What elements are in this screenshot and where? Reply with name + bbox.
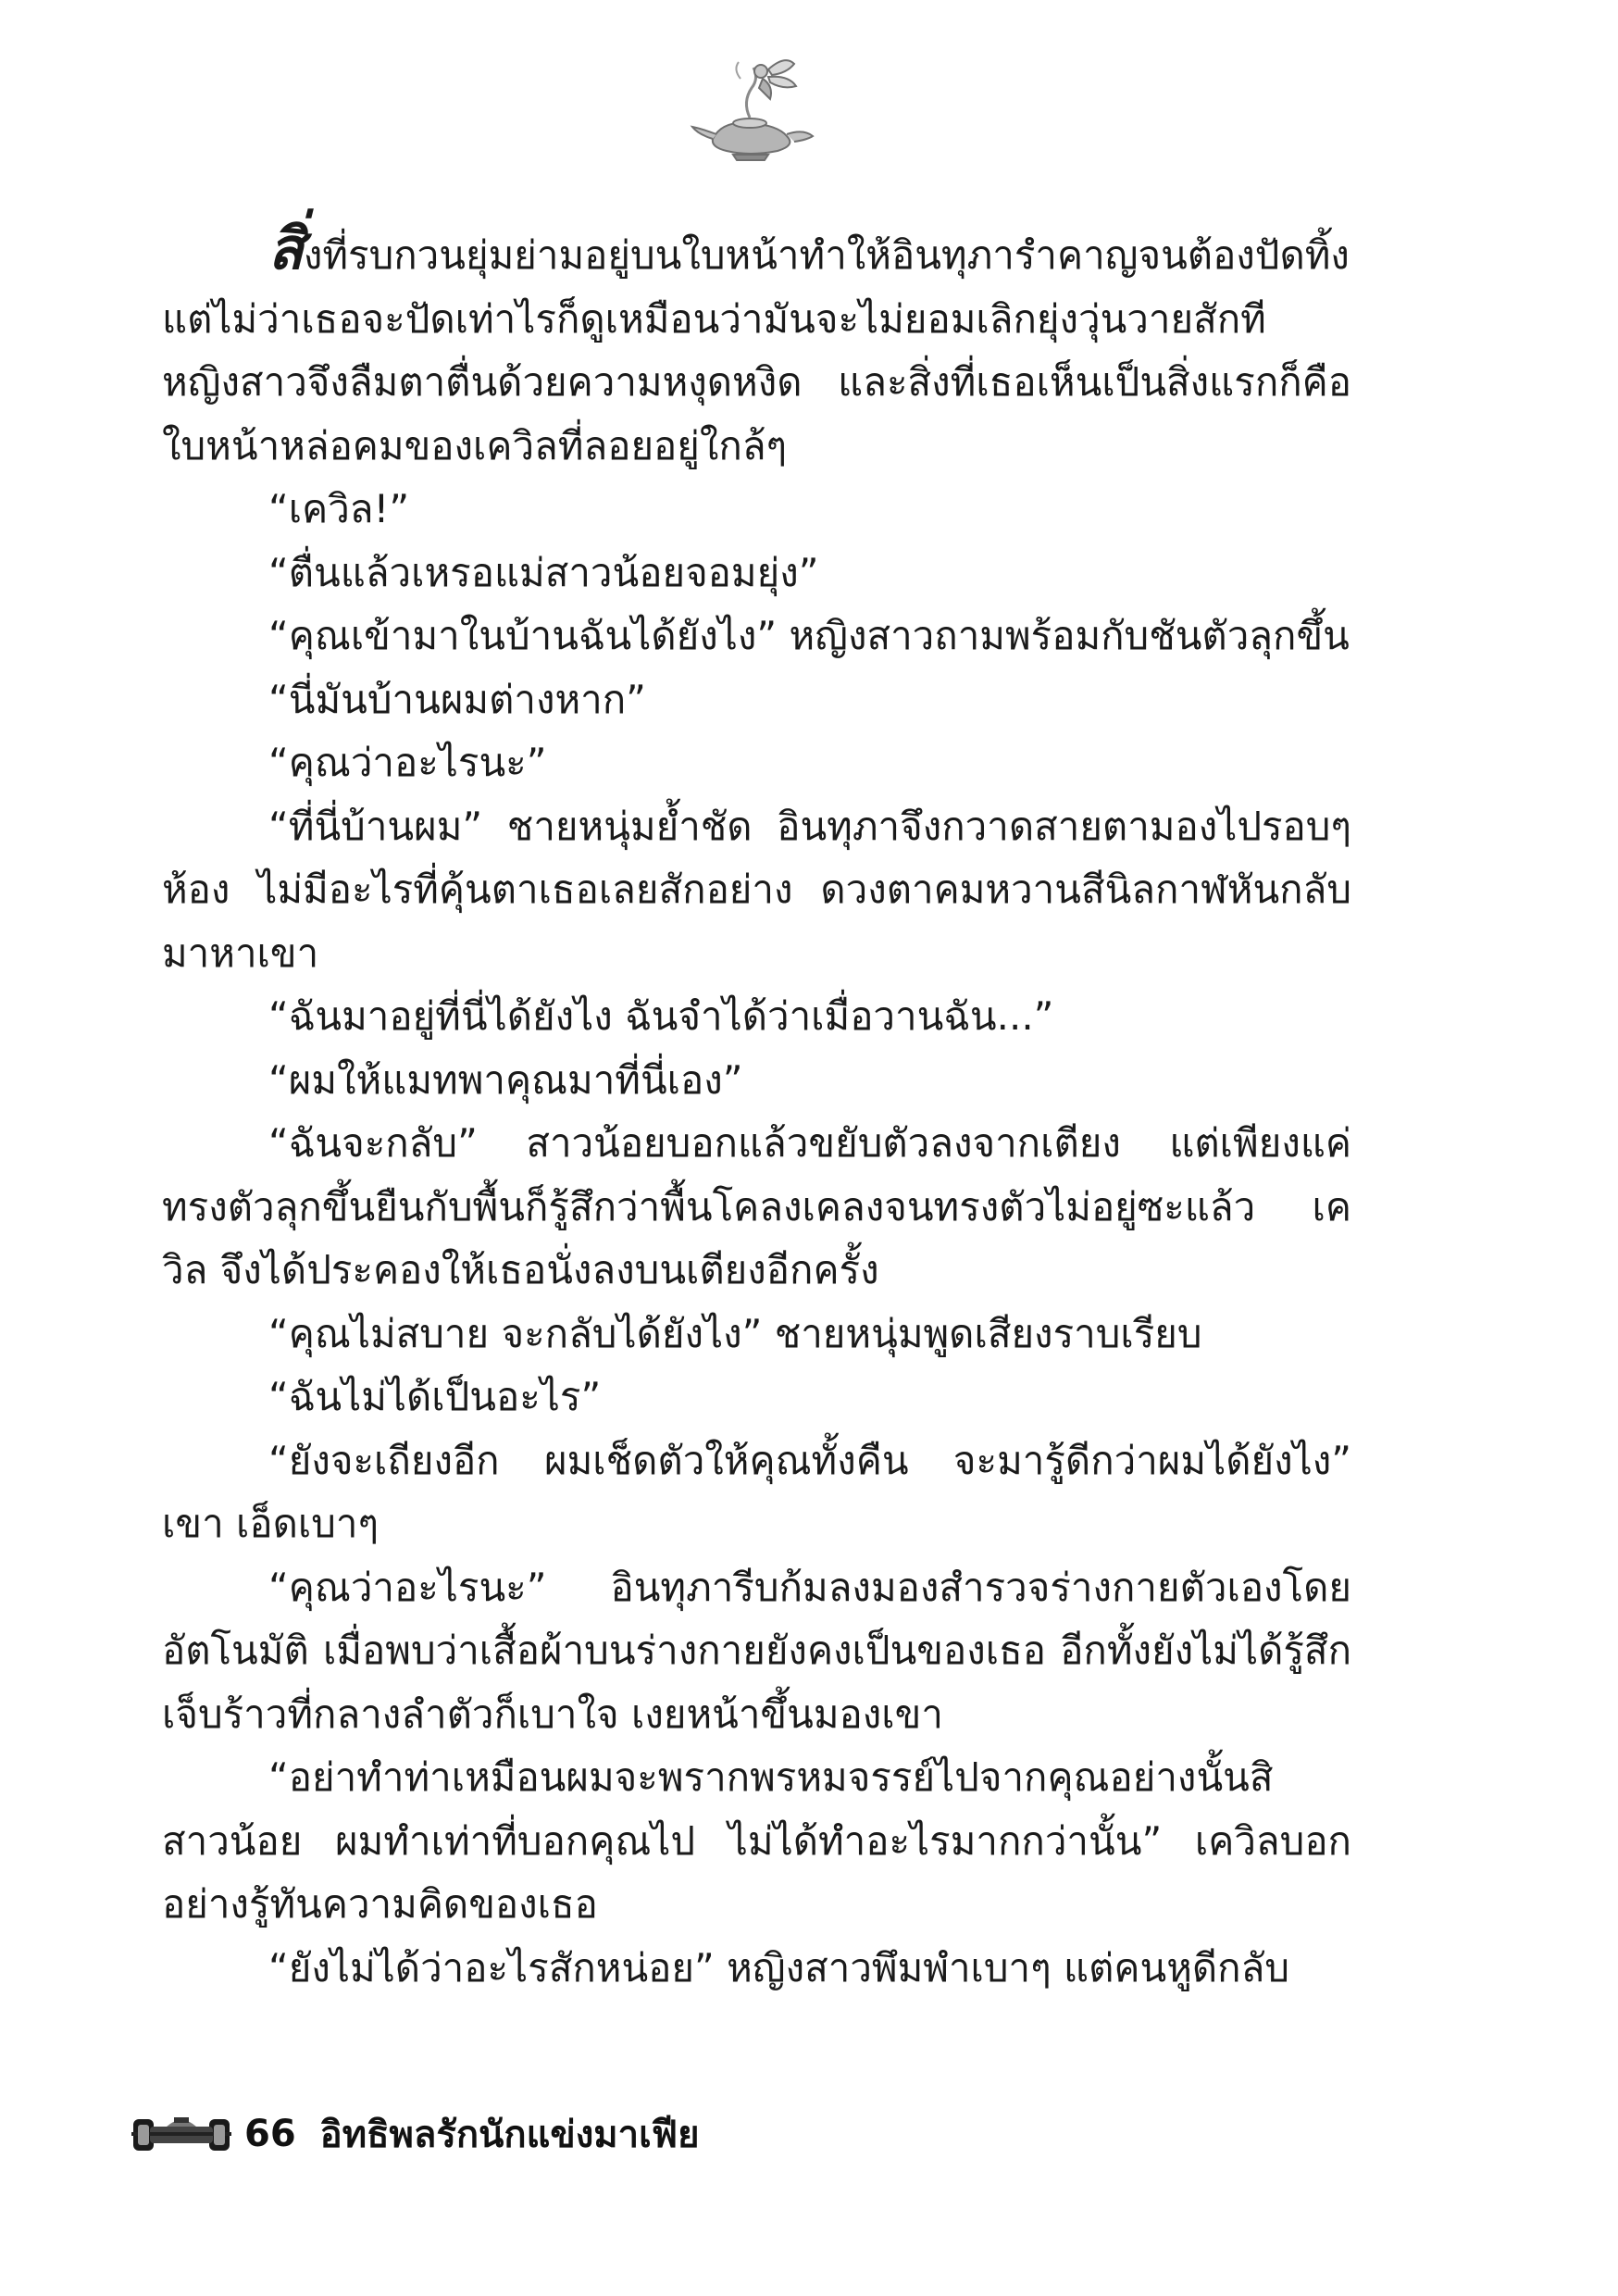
paragraph: “ฉันจะกลับ” สาวน้อยบอกแล้วขยับตัวลงจากเตียง แต่เพียงแค่ ทรงตัวลุกขึ้นยืนกับพื้นก็รู้สึกว่าพื้นโคลงเคลงจนทรงตัวไม่อยู่ซะแล้ว เควิล จึงได้ประคองให้เธอนั่งลงบนเตียงอีกครั้ง: [162, 1120, 1351, 1292]
paragraph: “ตื่นแล้วเหรอแม่สาวน้อยจอมยุ่ง”: [268, 549, 819, 595]
paragraph: “คุณเข้ามาในบ้านฉันได้ยังไง” หญิงสาวถามพร้อมกับชันตัวลุกขึ้น: [268, 613, 1350, 658]
page-footer: [130, 2102, 700, 2166]
paragraph: “ยังจะเถียงอีก ผมเช็ดตัวให้คุณทั้งคืน จะมารู้ดีกว่าผมได้ยังไง” เขา เอ็ดเบาๆ: [162, 1437, 1351, 1546]
race-car-icon: [130, 2110, 233, 2158]
paragraph: “คุณว่าอะไรนะ” อินทุภารีบก้มลงมองสำรวจร่างกายตัวเองโดย อัตโนมัติ เมื่อพบว่าเสื้อผ้าบนร่างกายยังคงเป็นของเธอ อีกทั้งยังไม่ได้รู้สึก เจ็บร้าวที่กลางลำตัวก็เบาใจ เงยหน้าขึ้นมองเขา: [162, 1564, 1351, 1737]
paragraph: “เควิล!”: [268, 486, 410, 531]
paragraph: “คุณไม่สบาย จะกลับได้ยังไง” ชายหนุ่มพูดเสียงราบเรียบ: [268, 1310, 1202, 1356]
paragraph: “อย่าทำท่าเหมือนผมจะพรากพรหมจรรย์ไปจากคุณอย่างนั้นสิ สาวน้อย ผมทำเท่าที่บอกคุณไป ไม่ได้ทำอะไรมากกว่านั้น” เควิลบอก อย่างรู้ทันความคิดของเธอ: [162, 1754, 1351, 1927]
paragraph: “ฉันมาอยู่ที่นี่ได้ยังไง ฉันจำได้ว่าเมื่อวานฉัน...”: [268, 993, 1054, 1039]
body-text: [162, 215, 1351, 2000]
genie-lamp-ornament-icon: [685, 51, 833, 162]
paragraph: “ฉันไม่ได้เป็นอะไร”: [268, 1374, 602, 1419]
page-number: 66: [244, 2113, 296, 2155]
paragraph: “นี่มันบ้านผมต่างหาก”: [268, 676, 646, 722]
paragraph: “คุณว่าอะไรนะ”: [268, 740, 547, 785]
paragraph: “ผมให้แมทพาคุณมาที่นี่เอง”: [268, 1056, 743, 1103]
paragraph: “ที่นี่บ้านผม” ชายหนุ่มย้ำชัด อินทุภาจึงกวาดสายตามองไปรอบๆ ห้อง ไม่มีอะไรที่คุ้นตาเธอเลยสักอย่าง ดวงตาคมหวานสีนิลกาฬหันกลับ มาหาเขา: [162, 803, 1351, 976]
paragraph: “ยังไม่ได้ว่าอะไรสักหน่อย” หญิงสาวพึมพำเบาๆ แต่คนหูดีกลับ: [268, 1944, 1289, 1990]
paragraph: สิ่งที่รบกวนยุ่มย่ามอยู่บนใบหน้าทำให้อินทุภารำคาญจนต้องปัดทิ้ง แต่ไม่ว่าเธอจะปัดเท่าไรก็ดูเหมือนว่ามันจะไม่ยอมเลิกยุ่งวุ่นวายสักที หญิงสาวจึงลืมตาตื่นด้วยความหงุดหงิด และสิ่งที่เธอเห็นเป็นสิ่งแรกก็คือ ใบหน้าหล่อคมของเควิลที่ลอยอยู่ใกล้ๆ: [162, 215, 1351, 468]
drop-cap: สิ่: [268, 215, 304, 282]
book-title: อิทธิพลรักนักแข่งมาเฟีย: [319, 2114, 700, 2156]
